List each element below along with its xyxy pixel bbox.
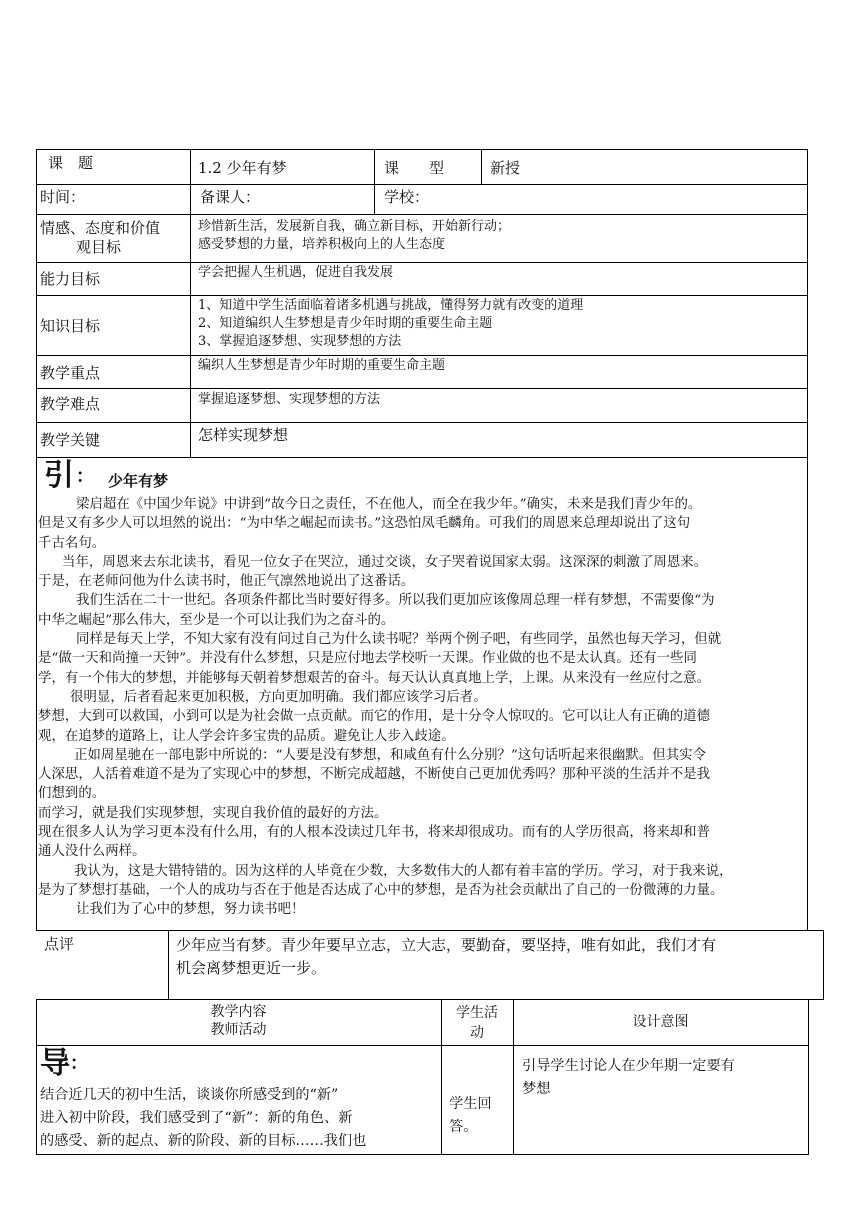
type-value: 新授 <box>490 159 521 177</box>
intro-body: 梁启超在《中国少年说》中讲到“故今日之责任，不在他人，而全在我少年。”确实，未来是我们青少年的。 但是又有多少人可以坦然的说出：“为中华之崛起而读书。”这恐怕凤毛麟角。可我们的周恩来总理却说出了这句 千古名句。 当年，周恩来去东北读书，看见一位女子在哭泣，通过交谈，女子哭着说国家太弱。这深深的刺激了周恩来。 于是，在老师问他为什么读书时，他正气凛然地说出了这番话。 我们生活在二十一世纪。各项条件都比当时要好得多。所以我们更加应该像周总理一样有梦想，不需要像“为 中华之崛起”那么伟大，至少是一个可以让我们为之奋斗的。 同样是每天上学，不知大家有没有问过自己为什么读书呢？举两个例子吧，有些同学，虽然也每天学习，但就 是“做一天和尚撞一天钟”。并没有什么梦想，只是应付地去学校听一天课。作业做的也不是太认真。还有一些同 学，有一个伟大的梦想，并能够每天朝着梦想艰苦的奋斗。每天认认真真地上学，上课。从来没有一丝应付之意。 很明显，后者看起来更加积极，方向更加明确。我们都应该学习后者。 梦想，大到可以救国，小到可以是为社会做一点贡献。而它的作用，是十分令人惊叹的。它可以让人有正确的道德 观，在追梦的道路上，让人学会许多宝贵的品质。避免让人步入歧途。 正如周星驰在一部电影中所说的：“人要是没有梦想，和咸鱼有什么分别？”这句话听起来很幽默。但其实令 人深思，人活着难道不是为了实现心中的梦想，不断完成超越，不断使自己更加优秀吗？那种平淡的生活并不是我 们想到的。 而学习，就是我们实现梦想，实现自我价值的最好的方法。 现在很多人认为学习更本没有什么用，有的人根本没读过几年书，将来却很成功。而有的人学历很高，将来却和普 通人没什么两样。 我认为，这是大错特错的。因为这样的人毕竟在少数，大多数伟大的人都有着丰富的学历。学习，对于我来说， 是为了梦想打基础，一个人的成功与否在于他是否达成了心中的梦想，是否为社会贡献出了自己的一份微薄的力量。 让我们为了心中的梦想，努力读书吧！ <box>38 497 733 918</box>
comment-label: 点评 <box>44 935 75 953</box>
type-label: 课 型 <box>384 159 445 177</box>
time-label: 时间： <box>40 188 86 206</box>
key-label: 教学关键 <box>40 431 101 449</box>
intro-title: 少年有梦 <box>108 472 169 490</box>
intro-colon: ： <box>76 466 94 487</box>
knowledge-goal-label: 知识目标 <box>40 317 101 335</box>
ability-goal-label: 能力目标 <box>40 270 101 288</box>
difficulty-content: 掌握追逐梦想、实现梦想的方法 <box>198 392 381 407</box>
comment-content: 少年应当有梦。青少年要早立志，立大志，要勤奋，要坚持，唯有如此，我们才有 机会离梦想更近一步。 <box>176 936 717 977</box>
emotion-goal-content: 珍惜新生活，发展新自我，确立新目标，开始新行动； 感受梦想的力量，培养积极向上的人生态度 <box>198 219 511 252</box>
guide-content: 结合近几天的初中生活，谈谈你所感受到的“新” 进入初中阶段，我们感受到了“新”：新的角色、新 的感受、新的起点、新的阶段、新的目标……我们也 <box>40 1087 367 1149</box>
topic-value: 1.2 少年有梦 <box>198 159 287 177</box>
guide-colon: ： <box>70 1053 88 1074</box>
difficulty-label: 教学难点 <box>40 395 101 413</box>
school-label: 学校： <box>384 188 430 206</box>
preparer-label: 备课人： <box>200 188 261 206</box>
key-point-content: 编织人生梦想是青少年时期的重要生命主题 <box>198 358 446 373</box>
emotion-goal-label: 情感、态度和价值 观目标 <box>40 219 161 256</box>
topic-label: 课 题 <box>48 154 94 172</box>
lesson-header-design: 设计意图 <box>632 1014 689 1030</box>
guide-design-intent: 引导学生讨论人在少年期一定要有 梦想 <box>522 1058 735 1097</box>
guide-big-char: 导 <box>40 1046 70 1081</box>
key-point-label: 教学重点 <box>40 364 101 382</box>
intro-big-char: 引 <box>44 458 74 493</box>
ability-goal-content: 学会把握人生机遇，促进自我发展 <box>198 265 394 280</box>
lesson-header-student: 学生活 动 <box>456 1005 498 1041</box>
key-content: 怎样实现梦想 <box>198 426 289 444</box>
guide-student-activity: 学生回 答。 <box>449 1096 492 1135</box>
knowledge-goal-content: 1、知道中学生活面临着诸多机遇与挑战，懂得努力就有改变的道理 2、知道编织人生梦想是青少年时期的重要生命主题 3、掌握追逐梦想、实现梦想的方法 <box>198 298 584 349</box>
lesson-header-content: 教学内容 教师活动 <box>210 1004 267 1038</box>
